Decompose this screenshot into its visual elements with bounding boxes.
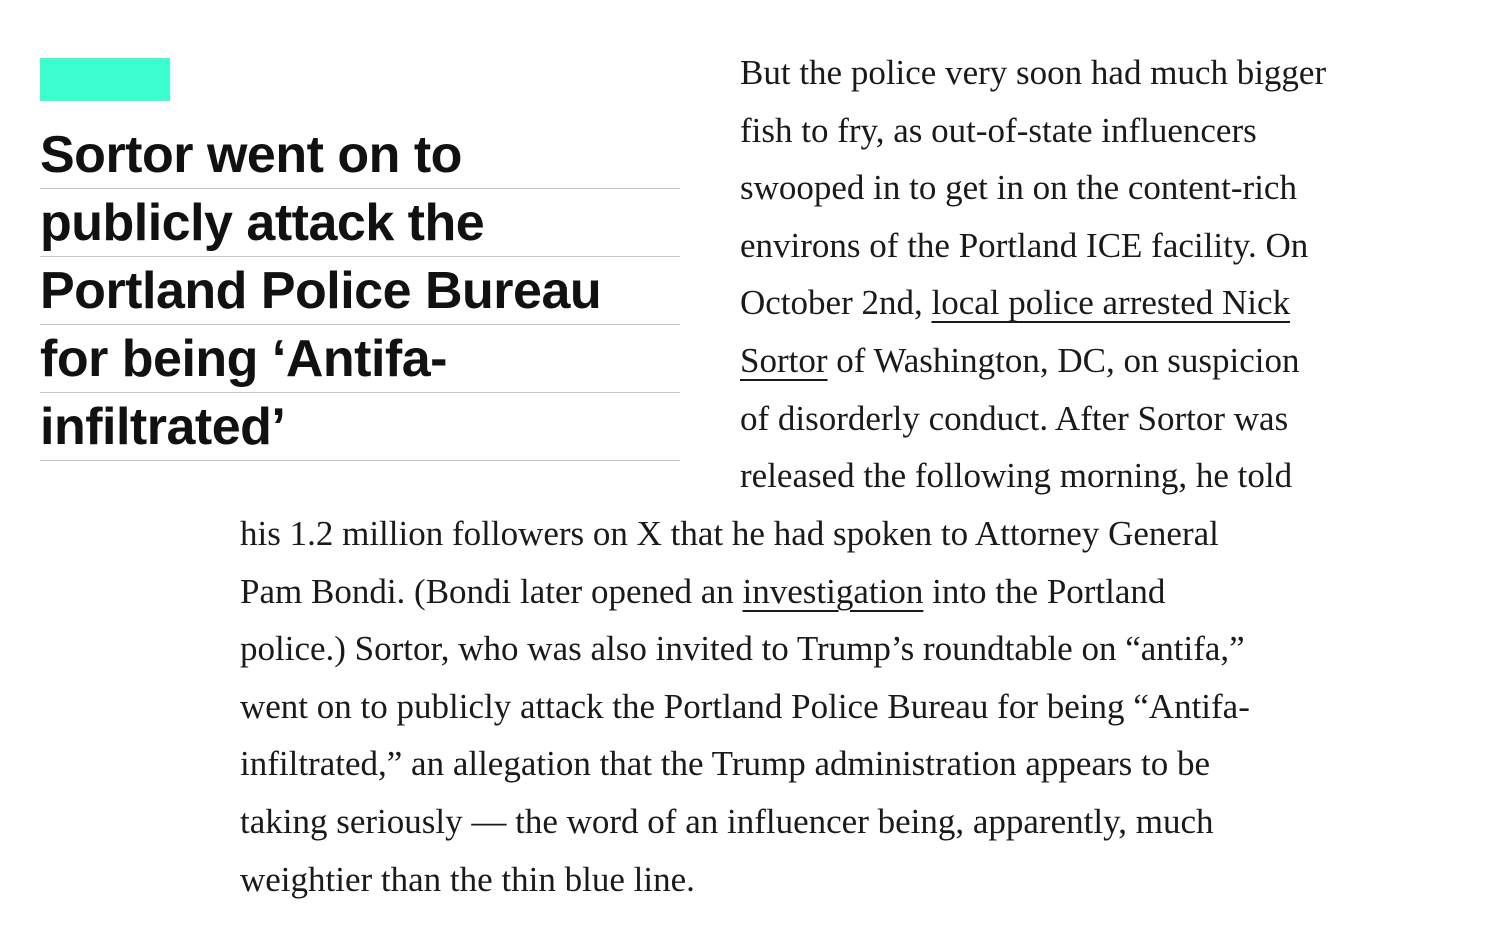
paragraph-line: environs of the Portland ICE facility. On	[740, 225, 1309, 265]
paragraph-text: into the Portland	[923, 571, 1166, 611]
accent-bar	[40, 58, 170, 101]
paragraph-text: October 2nd,	[740, 283, 932, 323]
pull-quote-line: publicly attack the	[40, 189, 680, 257]
pull-quote-line: Sortor went on to	[40, 121, 680, 189]
pull-quote-line: infiltrated’	[40, 393, 680, 461]
article-paragraph-bottom	[240, 505, 1460, 908]
article-paragraph-top	[740, 44, 1460, 505]
paragraph-line: of disorderly conduct. After Sortor was	[740, 398, 1289, 438]
paragraph-line: released the following morning, he told	[740, 456, 1293, 496]
paragraph-line	[740, 274, 1460, 332]
paragraph-line	[740, 332, 1460, 390]
pull-quote-line: for being ‘Antifa-	[40, 325, 680, 393]
paragraph-line: weightier than the thin blue line.	[240, 859, 695, 899]
paragraph-line: taking seriously — the word of an influencer being, apparently, much	[240, 801, 1214, 841]
arrest-link[interactable]: local police arrested Nick	[931, 283, 1291, 323]
paragraph-text: of Washington, DC, on suspicion	[827, 340, 1300, 380]
paragraph-line	[240, 563, 1460, 621]
arrest-link-continued[interactable]: Sortor	[740, 340, 828, 380]
paragraph-line: swooped in to get in on the content-rich	[740, 168, 1297, 208]
paragraph-line: fish to fry, as out-of-state influencers	[740, 110, 1257, 150]
pull-quote-line: Portland Police Bureau	[40, 257, 680, 325]
paragraph-line: infiltrated,” an allegation that the Trump administration appears to be	[240, 744, 1211, 784]
paragraph-text: Pam Bondi. (Bondi later opened an	[240, 571, 743, 611]
pull-quote	[40, 58, 680, 461]
investigation-link[interactable]: investigation	[742, 571, 924, 611]
paragraph-line: his 1.2 million followers on X that he had spoken to Attorney General	[240, 514, 1219, 553]
paragraph-line: went on to publicly attack the Portland Police Bureau for being “Antifa-	[240, 686, 1250, 726]
paragraph-line: police.) Sortor, who was also invited to Trump’s roundtable on “antifa,”	[240, 629, 1245, 669]
paragraph-line: But the police very soon had much bigger	[740, 53, 1327, 92]
